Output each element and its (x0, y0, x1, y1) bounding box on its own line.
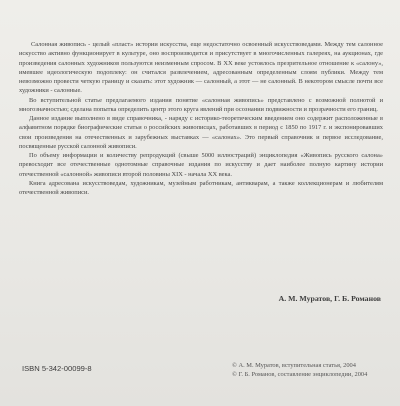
paragraph-introduction-article: Во вступительной статье предлагаемого издания понятие «салонная живопись» представлено с возможной полнотой и многозначностью; сделана попытка определить центр этого круга явлений при осознании подвижности и прозрачности его границ. (19, 96, 383, 113)
isbn-number: ISBN 5-342-00099-8 (22, 364, 92, 373)
authors-signature: А. М. Муратов, Г. Б. Романов (278, 294, 381, 303)
copyright-block (232, 361, 367, 379)
paragraph-scope: По объему информации и количеству репродукций (свыше 5000 иллюстраций) энциклопедия «Живопись русского салона» превосходит все отечественные однотомные справочные издания по искусству и дает наиболее полную картину истории отечественной «салонной» живописи второй половины XIX - начала XX века. (19, 152, 383, 178)
copyright-line-romanov: © Г. Б. Романов, составление энциклопедии, 2004 (232, 371, 368, 378)
paragraph-audience: Книга адресована искусствоведам, художникам, музейным работникам, антикварам, а также коллекционерам и любителям отечественной живописи. (19, 179, 383, 196)
copyright-line-muratov: © А. М. Муратов, вступительная статья, 2004 (232, 362, 356, 369)
paragraph-intro: Салонная живопись - целый «пласт» истории искусства, еще недостаточно освоенный искусствоведами. Между тем салонное искусство активно функционирует в культуре, оно воспроизводится и присутствует в многочисленных галереях, на аукционах, где произведения салонных художников пользуются неизменным спросом. В XX веке устоялось презрительное отношение к «салону», имевшее идеологическую подоплеку: он считался развлечением, адресованным определенным слоям публики. Между тем невозможно провести четкую границу и сказать: этот художник — салонный, а этот — не салонный. В некотором смысле почти все художники - салонные. (19, 41, 383, 95)
annotation-text (19, 40, 383, 197)
paragraph-reference-format: Данное издание выполнено в виде справочника, - наряду с историко-теоретическим введением оно содержит расположенные в алфавитном порядке биографические статьи о российских живописцах, работавших в период с 1850 по 1917 г. и экспонировавших свои произведения на отечественных и зарубежных выставках — «салонах». Это первый справочник и первое исследование, посвященные русской салонной живописи. (19, 115, 383, 150)
